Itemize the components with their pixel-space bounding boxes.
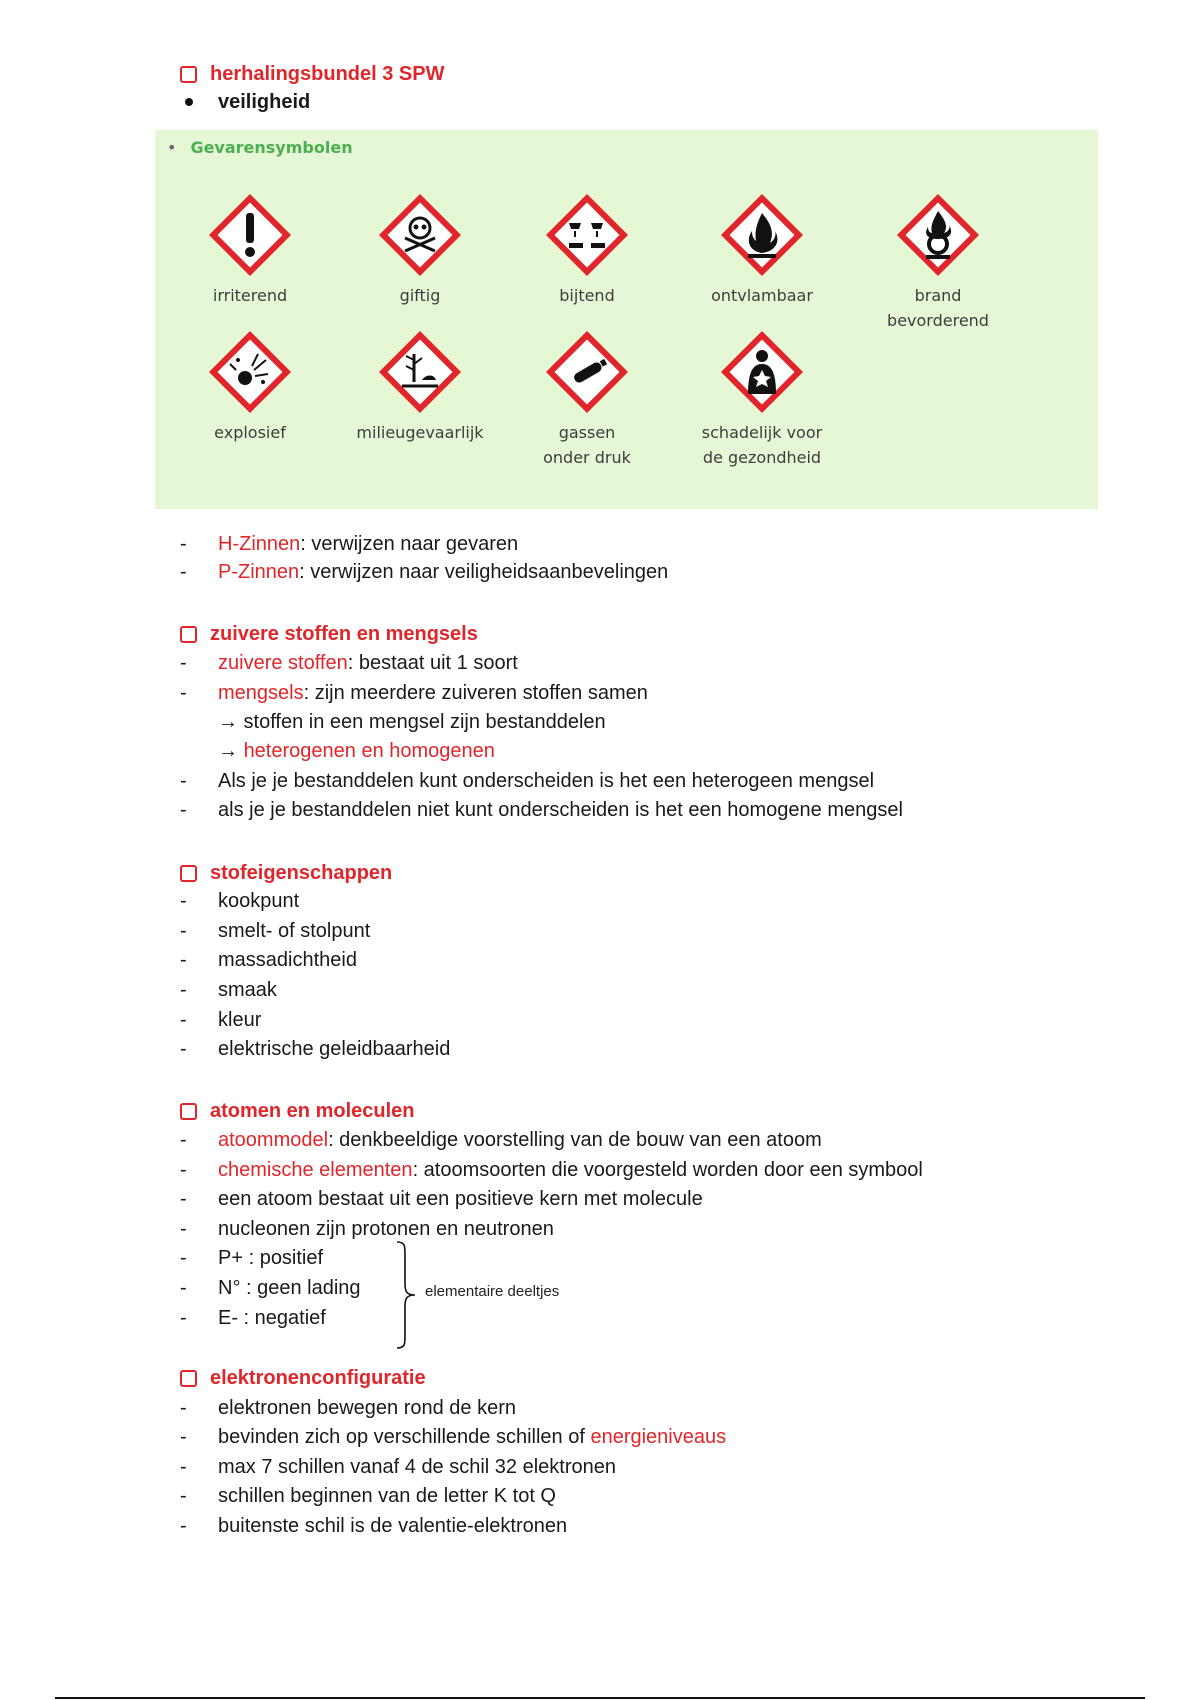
list-item: - elektronen bewegen rond de kern — [180, 1397, 516, 1419]
page-divider — [55, 1697, 1145, 1699]
list-item: - chemische elementen: atoomsoorten die voorgesteld worden door een symbool — [180, 1159, 923, 1181]
section-heading-zuivere-stoffen: zuivere stoffen en mengsels — [180, 620, 478, 648]
checkbox-icon[interactable] — [180, 1103, 197, 1120]
list-item: - bevinden zich op verschillende schillen of energieniveaus — [180, 1426, 727, 1448]
gas-cylinder-icon — [545, 330, 629, 414]
hazard-schadelijk-gezondheid: schadelijk voor de gezondheid — [677, 330, 847, 470]
list-item: - massadichtheid — [180, 949, 357, 971]
flame-over-circle-icon — [896, 193, 980, 277]
list-item: - Als je je bestanddelen kunt onderscheiden is het een heterogeen mengsel — [180, 770, 875, 792]
exclamation-icon — [208, 193, 292, 277]
hazard-bijtend: bijtend — [502, 193, 672, 308]
section-heading-herhalingsbundel: herhalingsbundel 3 SPW — [180, 60, 444, 88]
panel-title: • Gevarensymbolen — [167, 138, 353, 157]
list-item: - mengsels: zijn meerdere zuiveren stoffen samen — [180, 682, 648, 704]
list-item-p-zinnen: - P-Zinnen: verwijzen naar veiligheidsaanbevelingen — [180, 561, 669, 583]
hazard-milieugevaarlijk: milieugevaarlijk — [335, 330, 505, 445]
list-item: - smelt- of stolpunt — [180, 920, 371, 942]
list-item: - N° : geen lading — [180, 1277, 361, 1299]
flame-icon — [720, 193, 804, 277]
list-item: - zuivere stoffen: bestaat uit 1 soort — [180, 652, 518, 674]
checkbox-icon[interactable] — [180, 865, 197, 882]
list-item: - smaak — [180, 979, 277, 1001]
hazard-brand-bevorderend: brand bevorderend — [853, 193, 1023, 333]
bullet-icon — [185, 98, 193, 106]
list-item: - atoommodel: denkbeeldige voorstelling van de bouw van een atoom — [180, 1129, 822, 1151]
section-heading-atomen: atomen en moleculen — [180, 1097, 415, 1125]
hazard-symbols-panel — [155, 130, 1098, 509]
hazard-explosief: explosief — [165, 330, 335, 445]
list-item-h-zinnen: - H-Zinnen: verwijzen naar gevaren — [180, 533, 519, 555]
hazard-irriterend: irriterend — [165, 193, 335, 308]
health-hazard-icon — [720, 330, 804, 414]
curly-brace-icon — [395, 1240, 417, 1350]
arrow-line: → heterogenen en homogenen — [218, 740, 495, 762]
list-item: - buitenste schil is de valentie-elektronen — [180, 1515, 568, 1537]
section-heading-stofeigenschappen: stofeigenschappen — [180, 859, 392, 887]
list-item: - max 7 schillen vanaf 4 de schil 32 elektronen — [180, 1456, 617, 1478]
bullet-veiligheid: veiligheid — [180, 88, 310, 116]
list-item: - elektrische geleidbaarheid — [180, 1038, 451, 1060]
hazard-giftig: giftig — [335, 193, 505, 308]
list-item: - een atoom bestaat uit een positieve kern met molecule — [180, 1188, 703, 1210]
list-item: - kleur — [180, 1009, 262, 1031]
hazard-ontvlambaar: ontvlambaar — [677, 193, 847, 308]
section-heading-elektronenconfiguratie: elektronenconfiguratie — [180, 1364, 426, 1392]
exploding-bomb-icon — [208, 330, 292, 414]
corrosion-icon — [545, 193, 629, 277]
list-item: - E- : negatief — [180, 1307, 326, 1329]
hazard-gassen-onder-druk: gassen onder druk — [502, 330, 672, 470]
checkbox-icon[interactable] — [180, 1370, 197, 1387]
arrow-line: → stoffen in een mengsel zijn bestanddelen — [218, 711, 606, 733]
list-item: - als je je bestanddelen niet kunt onderscheiden is het een homogene mengsel — [180, 799, 903, 821]
skull-crossbones-icon — [378, 193, 462, 277]
list-item: - P+ : positief — [180, 1247, 324, 1269]
list-item: - nucleonen zijn protonen en neutronen — [180, 1218, 554, 1240]
list-item: - schillen beginnen van de letter K tot Q — [180, 1485, 556, 1507]
checkbox-icon[interactable] — [180, 626, 197, 643]
checkbox-icon[interactable] — [180, 66, 197, 83]
environment-icon — [378, 330, 462, 414]
list-item: - kookpunt — [180, 890, 300, 912]
brace-label: elementaire deeltjes — [425, 1283, 560, 1300]
